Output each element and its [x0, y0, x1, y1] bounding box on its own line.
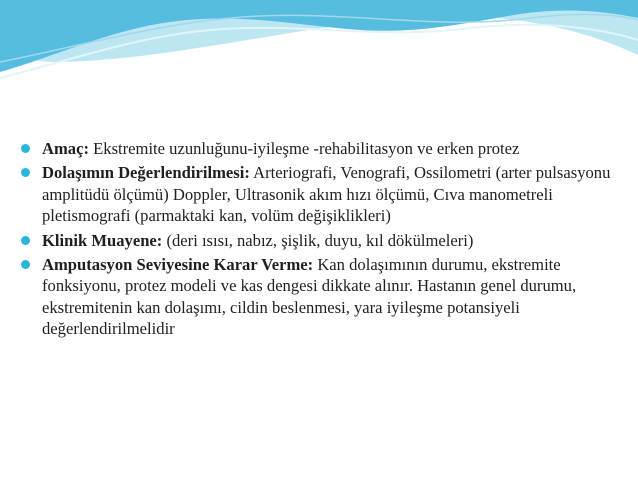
bullet-icon	[21, 168, 30, 177]
bullet-term: Amputasyon Seviyesine Karar Verme:	[42, 255, 314, 275]
bullet-item-dolasim	[20, 162, 620, 226]
slide-content	[20, 138, 620, 343]
decorative-wave-band	[0, 0, 638, 110]
bullet-icon	[21, 236, 30, 245]
wave-front-shape	[0, 0, 638, 72]
bullet-item-amputasyon	[20, 254, 620, 340]
bullet-text: Arteriografi, Venografi, Ossilometri (arter pulsasyonu amplitüdü ölçümü) Doppler, Ultrasonik akım hızı ölçümü, Cıva manometreli pletismografi (parmaktaki kan, volüm değişiklikleri)	[42, 163, 611, 226]
bullet-term: Dolaşımın Değerlendirilmesi:	[42, 163, 250, 183]
bullet-term: Klinik Muayene:	[42, 230, 163, 250]
bullet-term: Amaç:	[42, 139, 89, 158]
bullet-text: Kan dolaşımının durumu, ekstremite fonksiyonu, protez modeli ve kas dengesi dikkate alınır. Hastanın genel durumu, ekstremitenin kan dolaşımı, cildin beslenmesi, yara iyileşme potansiyeli değerlendirilmelidir	[42, 255, 577, 339]
bullet-text: Ekstremite uzunluğunu-iyileşme -rehabilitasyon ve erken protez	[89, 139, 520, 158]
bullet-icon	[21, 260, 30, 269]
bullet-text: (deri ısısı, nabız, şişlik, duyu, kıl dökülmeleri)	[162, 230, 474, 250]
bullet-item-amac	[20, 138, 620, 159]
bullet-icon	[21, 144, 30, 153]
bullet-item-klinik-muayene	[20, 230, 620, 251]
